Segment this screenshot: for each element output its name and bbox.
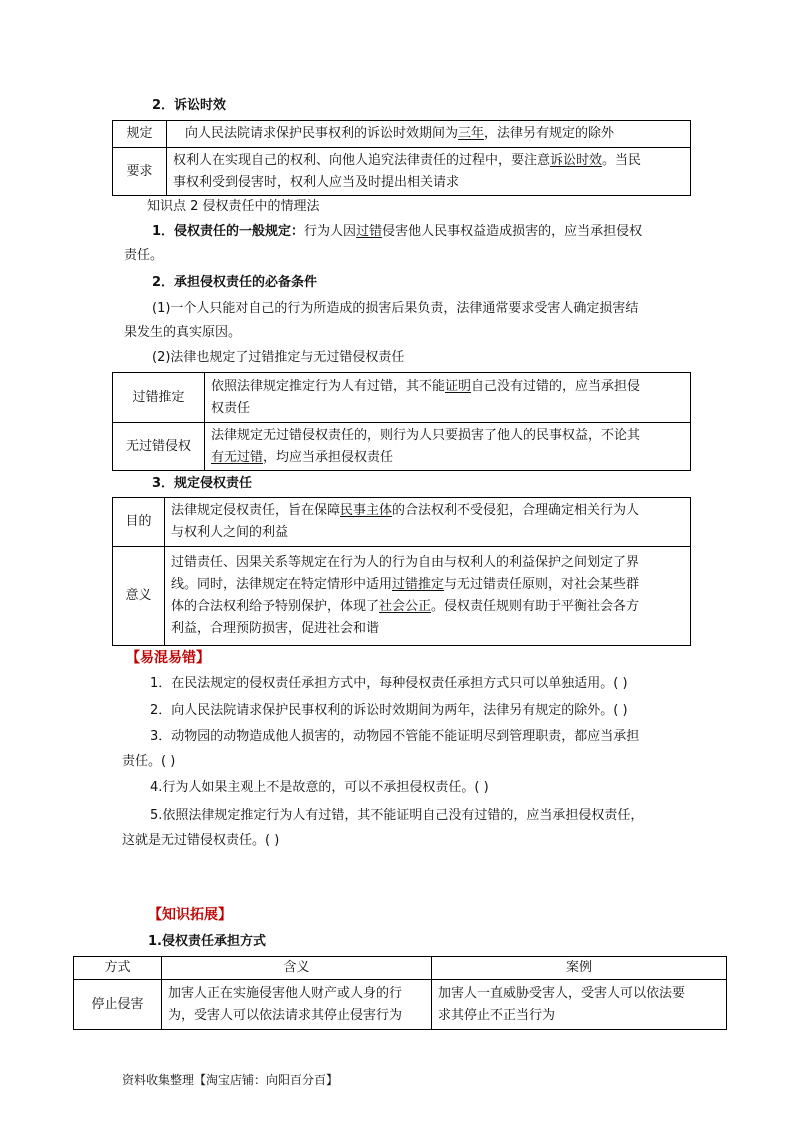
footer-note: 资料收集整理【淘宝店铺：向阳百分百】 — [122, 1073, 339, 1087]
table-row: 要求 权利人在实现自己的权利、向他人追究法律责任的过程中，要注意诉讼时效。当民 事权利受到侵害时，权利人应当及时提出相关请求 — [113, 148, 691, 196]
quiz-item: 4.行为人如果主观上不是故意的，可以不承担侵权责任。( ) — [150, 780, 489, 795]
row-label: 要求 — [113, 148, 167, 196]
table-row: 过错推定 依照法律规定推定行为人有过错，其不能证明自己没有过错的，应当承担侵 权责任 — [113, 373, 691, 423]
column-header: 方式 — [74, 957, 162, 980]
row-label: 意义 — [113, 547, 165, 646]
section-heading-extension: 【知识拓展】 — [148, 907, 232, 923]
subsection-title: 2．承担侵权责任的必备条件 — [152, 275, 318, 290]
row-label: 过错推定 — [113, 373, 205, 423]
subsection-title: 3．规定侵权责任 — [152, 476, 253, 491]
section-heading-common-errors: 【易混易错】 — [126, 650, 210, 666]
row-label: 目的 — [113, 498, 165, 547]
table-header-row — [74, 957, 727, 980]
subsection-title: 1.侵权责任承担方式 — [148, 934, 266, 949]
quiz-item: 2．向人民法院请求保护民事权利的诉讼时效期间为两年，法律另有规定的除外。( ) — [150, 703, 628, 718]
purpose-table — [112, 497, 691, 646]
quiz-item: 5.依照法律规定推定行为人有过错，其不能证明自己没有过错的，应当承担侵权责任， — [150, 808, 644, 823]
column-header: 案例 — [432, 957, 727, 980]
row-label: 无过错侵权 — [113, 423, 205, 471]
table-row: 意义 过错责任、因果关系等规定在行为人的行为自由与权利人的利益保护之间划定了界 线。同时，法律规定在特定情形中适用过错推定与无过错责任原则，对社会某些群 体的合法权利给予特别保护，体现了社会公正。侵权责任规则有助于平衡社会各方 利益，合理预防损害，促进社会和谐 — [113, 547, 691, 646]
paragraph-general-rule: 1．侵权责任的一般规定：行为人因过错侵害他人民事权益造成损害的，应当承担侵权 — [152, 224, 643, 239]
column-header: 含义 — [162, 957, 432, 980]
quiz-item: 3．动物园的动物造成他人损害的，动物园不管能不能证明尽到管理职责，都应当承担 — [150, 729, 640, 744]
section-title-limitation: 2．诉讼时效 — [152, 98, 227, 113]
quiz-item: 1．在民法规定的侵权责任承担方式中，每种侵权责任承担方式只可以单独适用。( ) — [150, 676, 628, 691]
table-row: 无过错侵权 法律规定无过错侵权责任的，则行为人只要损害了他人的民事权益，不论其 有无过错，均应当承担侵权责任 — [113, 423, 691, 471]
knowledge-point-title: 知识点 2 侵权责任中的情理法 — [147, 199, 320, 214]
table-row: 目的 法律规定侵权责任，旨在保障民事主体的合法权利不受侵犯，合理确定相关行为人 与权利人之间的利益 — [113, 498, 691, 547]
table-row: 规定 向人民法院请求保护民事权利的诉讼时效期间为三年，法律另有规定的除外 — [113, 121, 691, 148]
liability-type-table — [112, 372, 691, 471]
limitation-table — [112, 120, 691, 196]
liability-methods-table — [73, 956, 727, 1030]
row-label: 规定 — [113, 121, 167, 148]
table-row: 停止侵害 加害人正在实施侵害他人财产或人身的行 为，受害人可以依法请求其停止侵害行为 加害人一直威胁受害人，受害人可以依法要 求其停止不正当行为 — [74, 980, 727, 1030]
